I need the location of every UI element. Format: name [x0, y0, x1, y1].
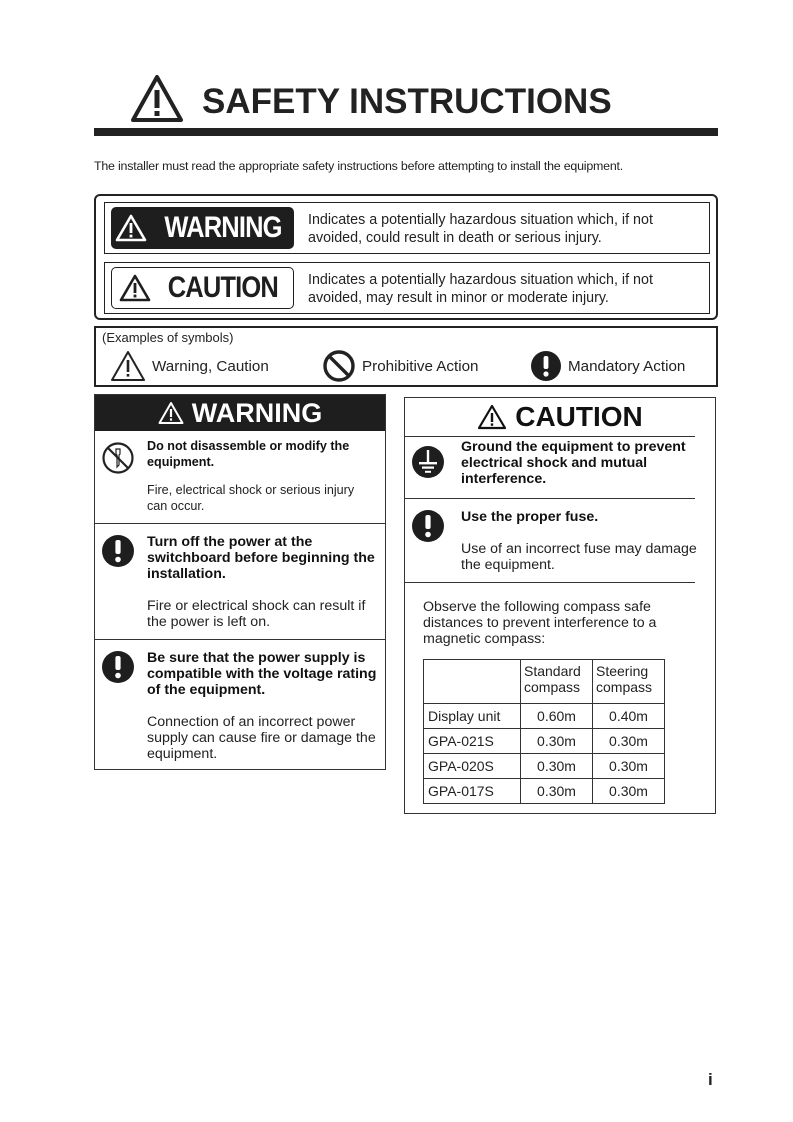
- warning-panel: [94, 394, 386, 770]
- caution-definition-text: Indicates a potentially hazardous situation which, if not avoided, may result in minor or moderate injury.: [308, 272, 653, 306]
- caution-signal-label: [111, 267, 294, 309]
- no-disassembly-icon: [101, 441, 135, 475]
- table-row: [424, 779, 665, 804]
- table-header-row: [424, 660, 665, 704]
- signal-word-definitions: [94, 194, 718, 320]
- compass-safe-distance-table: [423, 659, 665, 804]
- warning-triangle-icon: [114, 213, 148, 243]
- caution-panel-title: CAUTION: [515, 401, 643, 432]
- caution-section-fuse: [405, 498, 695, 582]
- example-warning-label: Warning, Caution: [152, 357, 269, 375]
- caution-section-ground: [405, 436, 695, 498]
- caution-definition: [104, 262, 710, 314]
- table-cell: 0.60m: [521, 704, 593, 729]
- warning-panel-title: WARNING: [191, 397, 323, 428]
- warning-triangle-icon: [477, 404, 507, 430]
- warning-section-heading: Be sure that the power supply is compatible with the voltage rating of the equipment.: [147, 650, 377, 698]
- warning-section-body: Fire, electrical shock or serious injury can occur.: [147, 483, 355, 513]
- mandatory-icon: [101, 650, 135, 684]
- table-cell: GPA-020S: [424, 754, 521, 779]
- intro-text: The installer must read the appropriate safety instructions before attempting to install the equipment.: [94, 159, 624, 173]
- warning-section-body: Fire or electrical shock can result if the power is left on.: [147, 598, 366, 630]
- caution-panel: [404, 397, 716, 814]
- table-cell: Display unit: [424, 704, 521, 729]
- mandatory-icon: [530, 350, 562, 382]
- caution-signal-text: CAUTION: [167, 271, 278, 304]
- table-header-cell: Standard compass: [521, 660, 593, 704]
- table-cell: GPA-021S: [424, 729, 521, 754]
- warning-panel-header: [95, 395, 385, 431]
- warning-section-heading: Turn off the power at the switchboard before beginning the installation.: [147, 534, 375, 582]
- warning-section-body: Connection of an incorrect power supply can cause fire or damage the equipment.: [147, 714, 376, 762]
- table-row: [424, 754, 665, 779]
- example-mandatory: [530, 349, 685, 383]
- example-prohibitive: [322, 349, 479, 383]
- warning-signal-text: WARNING: [163, 211, 282, 244]
- example-mandatory-label: Mandatory Action: [568, 357, 686, 375]
- mandatory-icon: [101, 534, 135, 568]
- title-rule: [94, 128, 718, 136]
- table-cell: 0.30m: [521, 779, 593, 804]
- warning-definition: [104, 202, 710, 254]
- table-row: [424, 704, 665, 729]
- table-header-cell: Steering compass: [593, 660, 665, 704]
- prohibited-icon: [322, 349, 356, 383]
- warning-section-power-supply: [95, 639, 385, 769]
- table-cell: GPA-017S: [424, 779, 521, 804]
- table-cell: 0.30m: [521, 729, 593, 754]
- warning-signal-label: [111, 207, 294, 249]
- warning-triangle-icon: [118, 273, 152, 303]
- warning-definition-text: Indicates a potentially hazardous situation which, if not avoided, could result in death or serious injury.: [308, 212, 653, 246]
- warning-triangle-icon: [158, 401, 184, 425]
- table-cell: 0.30m: [593, 754, 665, 779]
- caution-section-compass: [405, 582, 695, 814]
- caution-section-body: Use of an incorrect fuse may damage the equipment.: [461, 541, 697, 573]
- compass-note: Observe the following compass safe distances to prevent interference to a magnetic compass:: [423, 599, 657, 647]
- table-cell: 0.40m: [593, 704, 665, 729]
- mandatory-icon: [411, 509, 445, 543]
- table-cell: 0.30m: [593, 729, 665, 754]
- caution-panel-header: [405, 398, 715, 436]
- table-cell: 0.30m: [593, 779, 665, 804]
- caution-section-heading: Ground the equipment to prevent electrical shock and mutual interference.: [461, 439, 686, 487]
- page-title: SAFETY INSTRUCTIONS: [202, 82, 612, 121]
- warning-section-power-off: [95, 523, 385, 639]
- warning-section-heading: Do not disassemble or modify the equipment.: [147, 439, 350, 469]
- table-header-cell: [424, 660, 521, 704]
- table-row: [424, 729, 665, 754]
- warning-triangle-icon: [110, 350, 146, 382]
- example-warning: [110, 349, 269, 383]
- ground-icon: [411, 445, 445, 479]
- examples-label: (Examples of symbols): [102, 330, 234, 345]
- table-cell: 0.30m: [521, 754, 593, 779]
- warning-section-disassemble: [95, 431, 385, 523]
- symbol-examples: [94, 326, 718, 387]
- warning-triangle-icon: [130, 74, 184, 124]
- caution-section-heading: Use the proper fuse.: [461, 509, 599, 525]
- page-number: i: [708, 1070, 713, 1089]
- example-prohibitive-label: Prohibitive Action: [362, 357, 479, 375]
